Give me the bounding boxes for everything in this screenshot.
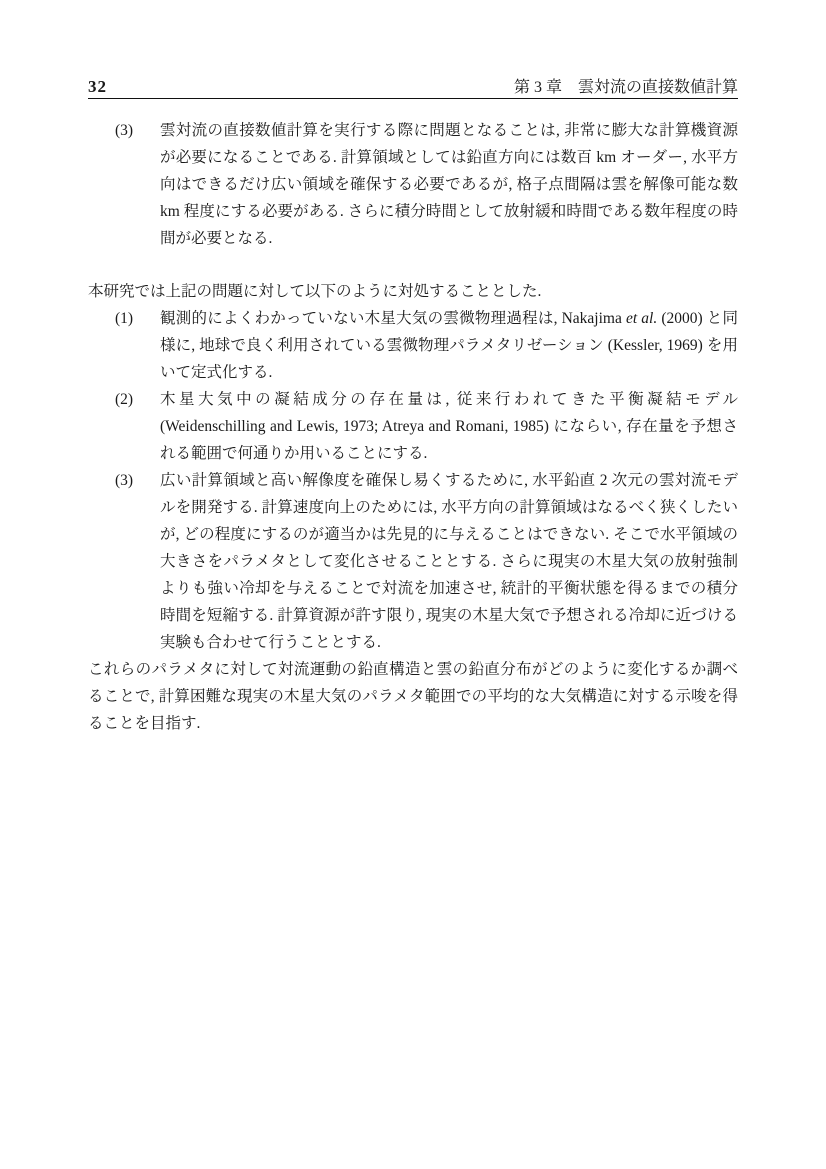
list-item-text xyxy=(160,467,738,656)
intro-paragraph: 本研究では上記の問題に対して以下のように対処することとした. xyxy=(88,283,542,300)
vertical-gap xyxy=(88,252,738,278)
list-item-label: (3) xyxy=(115,122,134,139)
list-item-3 xyxy=(88,467,738,656)
list-item-2 xyxy=(88,386,738,467)
list-item-1 xyxy=(88,305,738,386)
text-segment: (2000) と同様に, 地球で良く利用されている雲微物理パラメタリゼーション (Kessler, 1969) を用いて定式化する. xyxy=(160,310,739,381)
list-item-text xyxy=(160,386,738,467)
chapter-header-title: 第 3 章 雲対流の直接数値計算 xyxy=(513,79,738,96)
text-segment: 観測的によくわかっていない木星大気の雲微物理過程は, Nakajima xyxy=(160,310,626,327)
italic-citation: et al. xyxy=(625,310,658,327)
text-segment: 広い計算領域と高い解像度を確保し易くするために, 水平鉛直 2 次元の雲対流モデルを開発する. 計算速度向上のためには, 水平方向の計算領域はなるべく狭くしたいが, どの程度にするのが適当かは先見的に与えることはできない. そこで水平領域の大きさをパラメタとして変化させることとする. さらに現実の木星大気の放射強制よりも強い冷却を与えることで対流を加速させ, 統計的平衡状態を得るまでの積分時間を短縮する. 計算資源が許す限り, 現実の木星大気で予想される冷却に近づける実験も合わせて行うこととする. xyxy=(160,472,738,651)
list-item-label: (3) xyxy=(115,472,134,489)
header-rule xyxy=(88,98,738,99)
page-body xyxy=(88,117,738,737)
text-segment: 木星大気中の凝結成分の存在量は, 従来行われてきた平衡凝結モデル (Weidenschilling and Lewis, 1973; Atreya and Romani, 1985) にならい, 存在量を予想される範囲で何通りか用いることにする. xyxy=(160,391,738,462)
page-number: 32 xyxy=(88,77,107,96)
list-item-label: (2) xyxy=(115,391,134,408)
list-item-label: (1) xyxy=(115,310,134,327)
list-item-text xyxy=(160,305,738,386)
list-item-3-top xyxy=(88,117,738,252)
list-item-text: 雲対流の直接数値計算を実行する際に問題となることは, 非常に膨大な計算機資源が必要になることである. 計算領域としては鉛直方向には数百 km オーダー, 水平方向はできるだけ広い領域を確保する必要であるが, 格子点間隔は雲を解像可能な数 km 程度にする必要がある. さらに積分時間として放射緩和時間である数年程度の時間が必要となる. xyxy=(160,122,738,247)
closing-paragraph: これらのパラメタに対して対流運動の鉛直構造と雲の鉛直分布がどのように変化するか調べることで, 計算困難な現実の木星大気のパラメタ範囲での平均的な大気構造に対する示唆を得ることを目指す. xyxy=(88,661,738,732)
running-head xyxy=(88,74,738,97)
